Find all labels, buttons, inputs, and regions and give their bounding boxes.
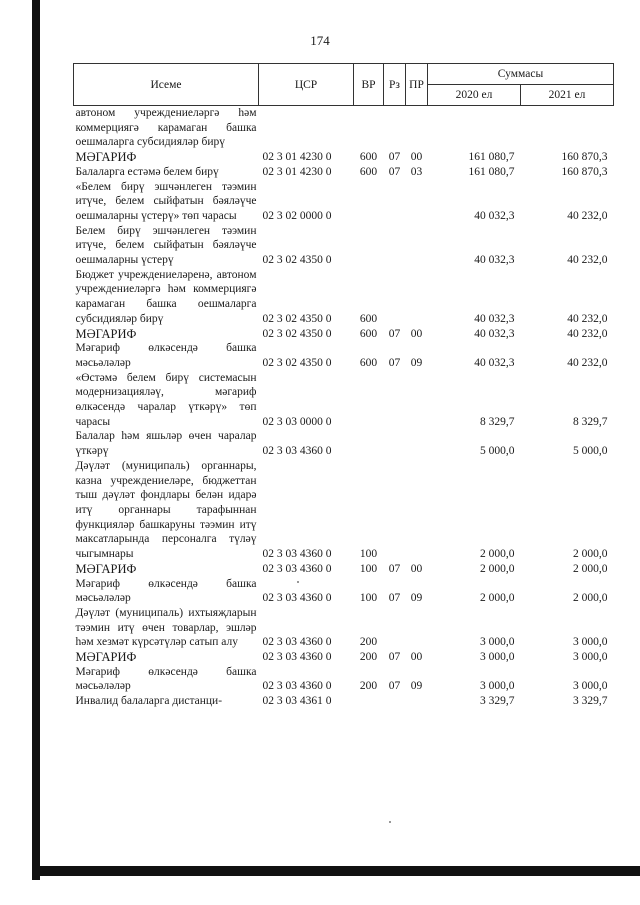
row-2021-sum: 160 870,3	[561, 151, 608, 164]
header-csr: ЦСР	[259, 64, 354, 106]
row-2021-sum: 3 329,7	[573, 695, 608, 708]
row-name: автоном учреждениеләргә һәм коммерциягә карамаган башка оешмаларга субсидияләр бирү	[75, 107, 257, 149]
table-row	[74, 459, 614, 562]
table-row	[74, 429, 614, 458]
header-pr: ПР	[406, 64, 428, 106]
row-name: МӘГАРИФ	[75, 150, 137, 165]
row-name: МӘГАРИФ	[75, 650, 137, 665]
row-pr: 00	[410, 562, 423, 575]
row-csr: 02 3 03 4361 0	[262, 695, 332, 708]
row-2020-sum: 3 000,0	[480, 680, 515, 693]
row-name: «Өстәмә белем бирү системасын модернизацияләү, мәгариф өлкәсендә чаралар үткәрү» төп чарасы	[75, 371, 257, 428]
row-name: Бюджет учреждениеләренә, автоном учреждениеләргә һәм коммерциягә карамаган башка оешмаларга субсидияләр бирү	[75, 268, 257, 325]
row-2021-sum: 2 000,0	[573, 562, 608, 575]
row-rz	[384, 371, 406, 430]
row-vr: 100	[359, 592, 378, 605]
row-2020-sum: 2 000,0	[480, 592, 515, 605]
row-rz	[384, 106, 406, 151]
table-row	[74, 650, 614, 665]
page-number: 174	[310, 33, 330, 48]
row-2020-sum: 161 080,7	[468, 165, 515, 178]
row-vr: 200	[359, 636, 378, 649]
row-pr	[406, 371, 428, 430]
row-rz: 07	[388, 356, 401, 369]
row-2021-sum: 2 000,0	[573, 592, 608, 605]
row-rz: 07	[388, 592, 401, 605]
row-vr: 100	[359, 548, 378, 561]
row-name: Балаларга естәмә белем бирү	[75, 165, 219, 178]
row-pr: 09	[410, 356, 423, 369]
row-csr: 02 3 03 4360 0	[262, 651, 332, 664]
row-vr	[354, 224, 384, 268]
row-pr	[406, 268, 428, 327]
table-row	[74, 224, 614, 268]
table-row	[74, 341, 614, 370]
row-2021-sum: 3 000,0	[573, 680, 608, 693]
header-rz: Рз	[384, 64, 406, 106]
table-row	[74, 562, 614, 577]
table-row	[74, 577, 614, 606]
row-pr	[406, 106, 428, 151]
row-2020-sum: 161 080,7	[468, 151, 515, 164]
row-csr	[259, 106, 354, 151]
row-csr: 02 3 03 4360 0	[262, 680, 332, 693]
row-vr: 600	[359, 165, 378, 178]
row-pr: 00	[410, 151, 423, 164]
row-name: Мәгариф өлкәсендә башка мәсьәләләр	[75, 577, 257, 605]
row-rz: 07	[388, 562, 401, 575]
row-2020-sum: 2 000,0	[480, 562, 515, 575]
row-2020-sum: 3 000,0	[480, 651, 515, 664]
row-pr	[406, 429, 428, 458]
scan-speck	[297, 581, 299, 583]
row-2020-sum: 2 000,0	[480, 548, 515, 561]
row-vr: 600	[359, 356, 378, 369]
row-vr	[354, 180, 384, 224]
row-2021-sum: 3 000,0	[573, 636, 608, 649]
row-name: МӘГАРИФ	[75, 326, 137, 341]
row-vr: 600	[359, 151, 378, 164]
row-2020-sum: 40 032,3	[474, 327, 515, 340]
table-row	[74, 150, 614, 165]
row-rz	[384, 268, 406, 327]
table-row	[74, 606, 614, 650]
row-vr: 600	[359, 312, 378, 325]
row-pr	[406, 459, 428, 562]
row-name: Дәүләт (муниципаль) ихтыяҗларын тәэмин итү өчен товарлар, эшләр һәм хезмәт күрсәтүләр сатып алу	[75, 606, 257, 649]
row-pr: 03	[410, 165, 423, 178]
table-row	[74, 694, 614, 709]
row-vr	[354, 429, 384, 458]
row-csr: 02 3 03 4360 0	[262, 562, 332, 575]
table-row	[74, 180, 614, 224]
row-2021-sum	[521, 106, 614, 151]
row-name: МӘГАРИФ	[75, 561, 137, 576]
row-2021-sum: 40 232,0	[567, 356, 608, 369]
row-2021-sum: 2 000,0	[573, 548, 608, 561]
row-2020-sum: 40 032,3	[474, 356, 515, 369]
row-csr: 02 3 03 0000 0	[262, 415, 332, 428]
row-vr	[354, 371, 384, 430]
row-csr: 02 3 03 4360 0	[262, 548, 332, 561]
row-2021-sum: 160 870,3	[561, 165, 608, 178]
header-vr: ВР	[354, 64, 384, 106]
scan-left-edge	[32, 0, 40, 880]
row-2021-sum: 8 329,7	[573, 415, 608, 428]
row-csr: 02 3 02 4350 0	[262, 312, 332, 325]
row-csr: 02 3 01 4230 0	[262, 151, 332, 164]
row-pr: 09	[410, 592, 423, 605]
row-2021-sum: 40 232,0	[567, 327, 608, 340]
row-csr: 02 3 03 4360 0	[262, 445, 332, 458]
row-rz: 07	[388, 327, 401, 340]
row-vr: 200	[359, 651, 378, 664]
row-vr	[354, 694, 384, 709]
budget-table	[73, 63, 614, 709]
row-name: Мәгариф өлкәсендә башка мәсьәләләр	[75, 665, 257, 693]
row-name: «Белем бирү эшчәнлеген тәэмин итүче, белем сыйфатын бәяләүче оешмаларны үстерү» төп чарасы	[75, 180, 257, 222]
row-2020-sum: 40 032,3	[474, 312, 515, 325]
row-csr: 02 3 01 4230 0	[262, 165, 332, 178]
table-row	[74, 327, 614, 342]
table-body	[74, 106, 614, 709]
header-name: Исеме	[74, 64, 259, 106]
row-pr: 00	[410, 327, 423, 340]
row-rz	[384, 429, 406, 458]
row-rz: 07	[388, 151, 401, 164]
row-2021-sum: 5 000,0	[573, 445, 608, 458]
row-2021-sum: 3 000,0	[573, 651, 608, 664]
table-row	[74, 165, 614, 180]
row-name: Балалар һәм яшьләр өчен чаралар үткәрү	[75, 430, 257, 458]
row-csr: 02 3 03 4360 0	[262, 636, 332, 649]
row-csr: 02 3 02 0000 0	[262, 209, 332, 222]
row-name: Белем бирү эшчәнлеген тәэмин итүче, белем сыйфатын бәяләүче оешмаларны үстерү	[75, 224, 257, 267]
row-2020-sum: 40 032,3	[474, 254, 515, 267]
scan-speck	[389, 821, 391, 823]
row-rz	[384, 224, 406, 268]
row-name: Мәгариф өлкәсендә башка мәсьәләләр	[75, 342, 257, 369]
header-sums: Суммасы	[428, 64, 614, 85]
row-pr	[406, 694, 428, 709]
row-2020-sum	[428, 106, 521, 151]
row-csr: 02 3 02 4350 0	[262, 356, 332, 369]
row-rz	[384, 606, 406, 650]
table-row	[74, 268, 614, 327]
row-pr: 00	[410, 651, 423, 664]
row-csr: 02 3 02 4350 0	[262, 327, 332, 340]
row-csr: 02 3 03 4360 0	[262, 592, 332, 605]
row-rz	[384, 180, 406, 224]
row-rz	[384, 459, 406, 562]
header-year-2021: 2021 ел	[521, 85, 614, 106]
row-pr	[406, 180, 428, 224]
row-2021-sum: 40 232,0	[567, 312, 608, 325]
header-year-2020: 2020 ел	[428, 85, 521, 106]
row-2020-sum: 3 329,7	[480, 695, 515, 708]
row-vr: 100	[359, 562, 378, 575]
row-vr: 600	[359, 327, 378, 340]
row-rz: 07	[388, 651, 401, 664]
row-2020-sum: 3 000,0	[480, 636, 515, 649]
row-2021-sum: 40 232,0	[567, 209, 608, 222]
row-rz	[384, 694, 406, 709]
row-2020-sum: 8 329,7	[480, 415, 515, 428]
row-2020-sum: 5 000,0	[480, 445, 515, 458]
scan-bottom-edge	[32, 866, 640, 876]
row-2021-sum: 40 232,0	[567, 254, 608, 267]
row-pr	[406, 606, 428, 650]
row-rz: 07	[388, 165, 401, 178]
row-2020-sum: 40 032,3	[474, 209, 515, 222]
table-row	[74, 371, 614, 430]
row-name: Дәүләт (муниципаль) органнары, казна учреждениеләре, бюджеттан тыш дәүләт фондлары белән идарә итү органнары тарафыннан функцияләр башкаруны тәэмин итү максатларында персоналга түләү чыгымнары	[75, 459, 257, 561]
table-row	[74, 106, 614, 151]
row-vr: 200	[359, 680, 378, 693]
row-csr: 02 3 02 4350 0	[262, 254, 332, 267]
row-pr: 09	[410, 680, 423, 693]
table-row	[74, 665, 614, 694]
row-name: Инвалид балаларга дистанци-	[75, 695, 223, 708]
row-pr	[406, 224, 428, 268]
row-rz: 07	[388, 680, 401, 693]
row-vr	[354, 106, 384, 151]
